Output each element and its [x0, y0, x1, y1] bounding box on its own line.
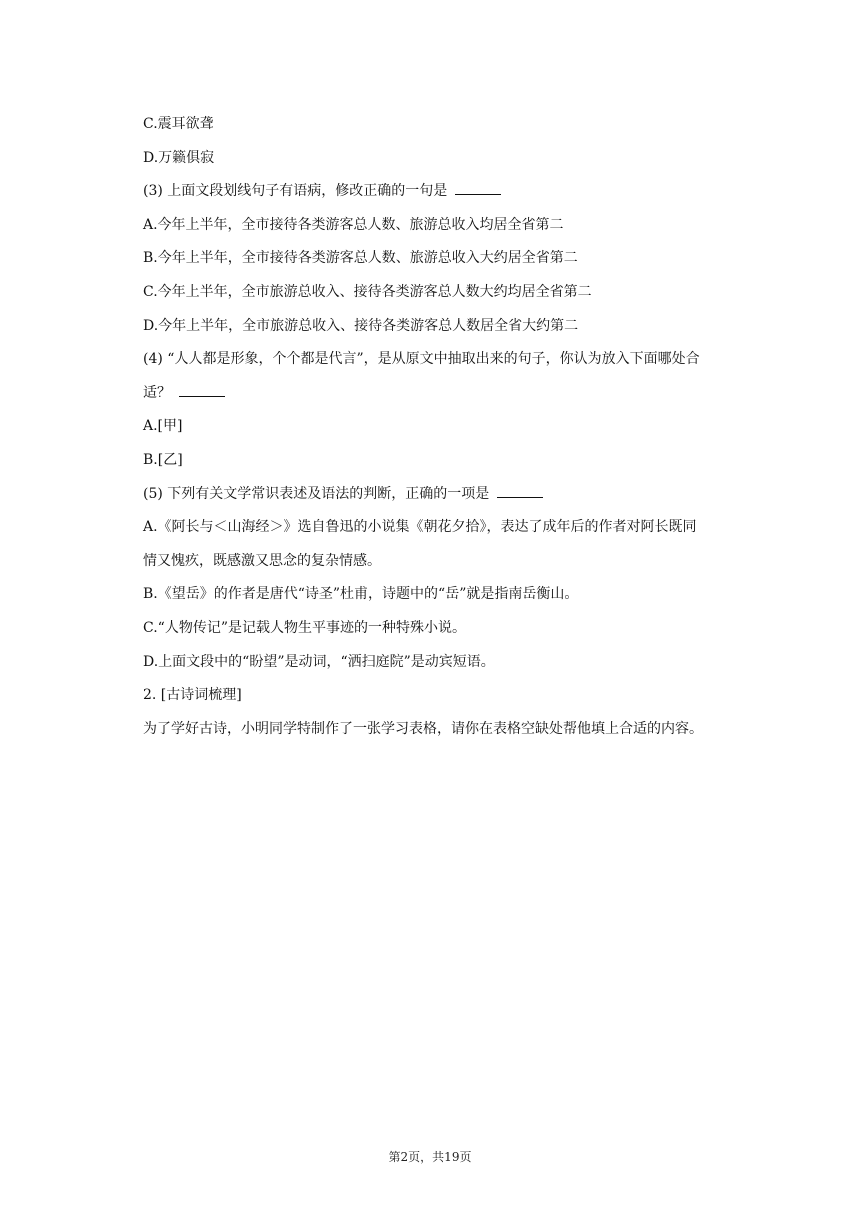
- option-b: B.[乙]: [143, 451, 183, 468]
- answer-blank: [455, 180, 501, 195]
- question-4-stem-line-1: (4) “人人都是形象，个个都是代言”，是从原文中抽取出来的句子，你认为放入下面哪处合: [143, 351, 700, 368]
- page-number: 第2页，共19页: [388, 1150, 472, 1164]
- page-footer: [0, 1148, 860, 1165]
- option-d: D.今年上半年，全市旅游总收入、接待各类游客总人数居全省大约第二: [143, 317, 579, 334]
- question-2-title: 2. [古诗词梳理]: [143, 687, 242, 704]
- question-5-stem: [143, 478, 753, 512]
- option-d: D.上面文段中的“盼望”是动词，“洒扫庭院”是动宾短语。: [143, 653, 495, 670]
- question-4-text: 适？: [143, 384, 171, 401]
- question-5-text: (5) 下列有关文学常识表述及语法的判断，正确的一项是: [143, 485, 490, 502]
- answer-blank: [497, 483, 543, 498]
- question-3-text: (3) 上面文段划线句子有语病，修改正确的一句是: [143, 183, 448, 200]
- option-b: B.今年上半年，全市接待各类游客总人数、旅游总收入大约居全省第二: [143, 250, 578, 267]
- option-c: C.震耳欲聋: [143, 116, 214, 132]
- question-2-intro: 为了学好古诗，小明同学特制作了一张学习表格，请你在表格空缺处帮他填上合适的内容。: [143, 720, 703, 737]
- document-body: [143, 108, 753, 746]
- option-a: A.今年上半年，全市接待各类游客总人数、旅游总收入均居全省第二: [143, 216, 564, 233]
- option-c: C.“人物传记”是记载人物生平事迹的一种特殊小说。: [143, 619, 466, 636]
- answer-blank: [179, 382, 225, 397]
- option-a: A.[甲]: [143, 418, 183, 435]
- question-4-stem-line-2: [143, 377, 753, 411]
- option-d: D.万籁俱寂: [143, 149, 215, 166]
- option-b: B.《望岳》的作者是唐代“诗圣”杜甫，诗题中的“岳”就是指南岳衡山。: [143, 586, 579, 603]
- option-a-line-1: A.《阿长与＜山海经＞》选自鲁迅的小说集《朝花夕拾》，表达了成年后的作者对阿长既同: [143, 519, 697, 536]
- question-3-stem: [143, 175, 753, 209]
- option-c: C.今年上半年，全市旅游总收入、接待各类游客总人数大约均居全省第二: [143, 283, 592, 300]
- option-a-line-2: 情又愧疚，既感激又思念的复杂情感。: [143, 552, 381, 569]
